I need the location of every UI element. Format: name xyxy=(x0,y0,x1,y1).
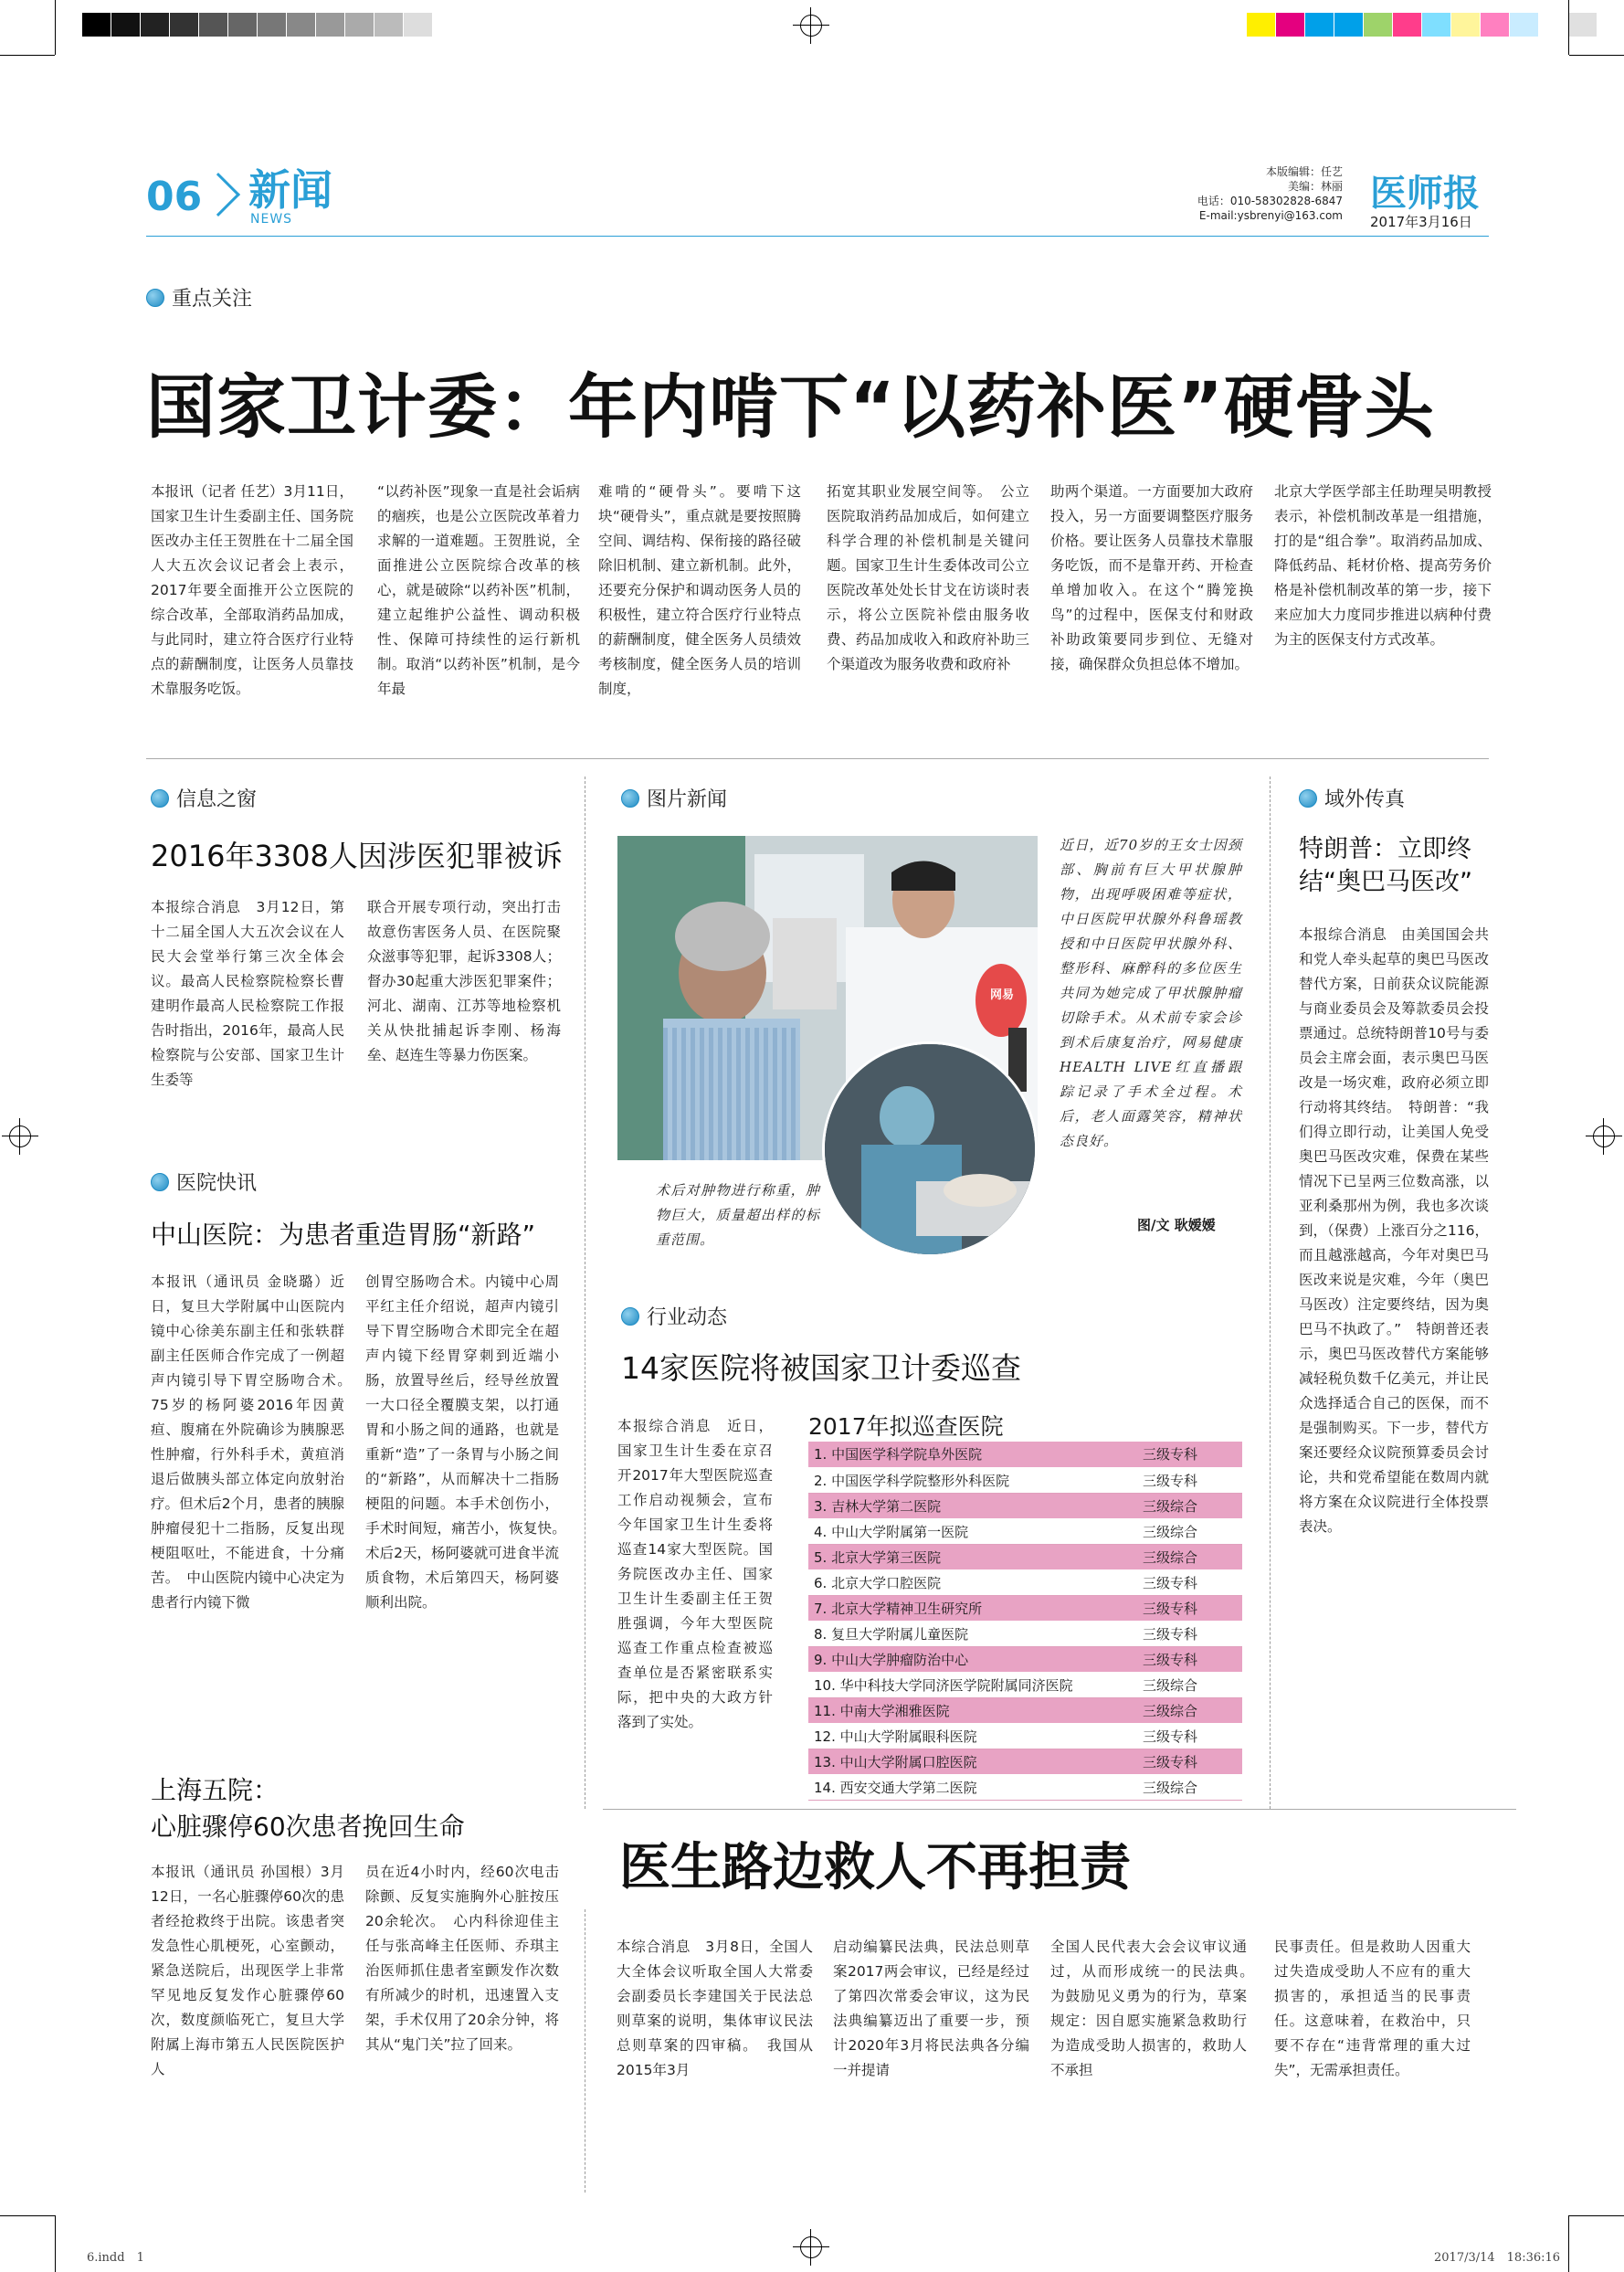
crop-mark xyxy=(55,2215,56,2272)
info-column: 本报综合消息 3月12日，第十二届全国人大五次会议在人民大会堂举行第三次全体会议。最高人民检察院检察长曹建明作最高人民检察院工作报告时指出，2016年，最高人民检察院与公安部、国家卫生计生委等 xyxy=(151,899,344,1088)
hospital-name: 12. 中山大学附属眼科医院 xyxy=(808,1723,1137,1749)
editor-info xyxy=(1160,164,1343,223)
hospital-name: 3. 吉林大学第二医院 xyxy=(808,1493,1137,1518)
hospital-headline: 中山医院：为患者重造胃肠“新路” xyxy=(151,1220,536,1250)
shanghai-column: 本报讯（通讯员 孙国根）3月12日，一名心脏骤停60次的患者经抢救终于出院。该患者突发急性心肌梗死，心室颤动，紧急送院后，出现医学上非常罕见地反复发作心脏骤停60次，数度颜临死亡，复旦大学附属上海市第五人民医院医护人 xyxy=(151,1864,344,2077)
hospital-name: 8. 复旦大学附属儿童医院 xyxy=(808,1621,1137,1646)
photo-caption-left: 术后对肿物进行称重，肿物巨大，质量超出样的标重范围。 xyxy=(656,1182,820,1248)
table-row xyxy=(808,1518,1242,1544)
section-subtitle: NEWS xyxy=(250,212,293,227)
section-label: 域外传真 xyxy=(1299,784,1405,812)
registration-mark-icon xyxy=(1586,1118,1622,1155)
hospital-level: 三级综合 xyxy=(1137,1544,1242,1569)
info-headline: 2016年3308人因涉医犯罪被诉 xyxy=(151,839,563,873)
designer: 美编：林丽 xyxy=(1287,180,1343,193)
email: E-mail:ysbrenyi@163.com xyxy=(1198,209,1343,222)
hospital-name: 14. 西安交通大学第二医院 xyxy=(808,1774,1137,1800)
lead-column: 北京大学医学部主任助理吴明教授表示，补偿机制改革是一组措施，打的是“组合拳”。取消药品加成、降低药品、耗材价格、提高劳务价格是补偿机制改革的第一步，接下来应加大力度同步推进以病种付费为主的医保支付方式改革。 xyxy=(1274,483,1492,648)
bullet-icon xyxy=(151,789,169,808)
foreign-headline: 特朗普：立即终结“奥巴马医改” xyxy=(1299,835,1472,896)
foreign-body: 本报综合消息 由美国国会共和党人牵头起草的奥巴马医改替代方案，日前获众议院能源与商业委员会及筹款委员会投票通过。总统特朗普10号与委员会主席会面，表示奥巴马医改是一场灾难，政府必须立即行动将其终结。 特朗普：“我们得立即行动，让美国人免受奥巴马医改灾难，保费在某些情况下已呈两三位数高涨，以亚利桑那州为例，我也多次谈到，（保费）上涨百分之116，而且越涨越高，今年对奥巴马医改来说是灾难，今年（奥巴马医改）注定要终结，因为奥巴马不执政了。” 特朗普还表示，奥巴马医改替代方案能够减轻税负数千亿美元，并让民众选择适合自己的医保，而不是强制购买。下一步，替代方案还要经众议院预算委员会讨论，共和党希望能在数周内就将方案在众议院进行全体投票表决。 xyxy=(1299,926,1489,1535)
hospital-name: 4. 中山大学附属第一医院 xyxy=(808,1518,1137,1544)
rescue-column: 本综合消息 3月8日，全国人大全体会议听取全国人大常委会副委员长李建国关于民法总则草案的说明，集体审议民法总则草案的四审稿。 我国从2015年3月 xyxy=(617,1939,813,2078)
photo-caption-right: 近日，近70岁的王女士因颈部、胸前有巨大甲状腺肿物，出现呼吸困难等症状，中日医院甲状腺外科鲁瑶教授和中日医院甲状腺外科、整形科、麻醉科的多位医生共同为她完成了甲状腺肿瘤切除手术。从术前专家会诊到术后康复治疗，网易健康HEALTH LIVE红直播跟踪记录了手术全过程。术后，老人面露笑容，精神状态良好。 xyxy=(1060,837,1242,1149)
industry-column: 本报综合消息 近日，国家卫生计生委在京召开2017年大型医院巡查工作启动视频会，宣布今年国家卫生计生委将巡查14家大型医院。国务院医改办主任、国家卫生计生委副主任王贺胜强调，今年大型医院巡查工作重点检查被巡查单位是否紧密联系实际，把中央的大政方针落到了实处。 xyxy=(617,1418,773,1730)
divider xyxy=(146,758,1489,759)
footer-stamp: 2017/3/14 18:36:16 xyxy=(1434,2251,1561,2265)
table-row xyxy=(808,1621,1242,1646)
table-row xyxy=(808,1467,1242,1493)
hospital-level: 三级专科 xyxy=(1137,1749,1242,1774)
section-label: 信息之窗 xyxy=(151,784,257,812)
phone: 电话：010-58302828-6847 xyxy=(1197,195,1343,207)
hospital-level: 三级专科 xyxy=(1137,1723,1242,1749)
photo-credit: 图/文 耿嫒嫒 xyxy=(1137,1217,1216,1233)
grayscale-bar xyxy=(82,13,433,37)
hospital-table xyxy=(808,1442,1242,1801)
bullet-icon xyxy=(146,289,164,307)
lead-column: 难啃的“硬骨头”。要啃下这块“硬骨头”，重点就是要按照腾空间、调结构、保衔接的路径破除旧机制、建立新机制。此外，还要充分保护和调动医务人员的积极性，建立符合医疗行业特点的薪酬制度，健全医务人员绩效考核制度，健全医务人员的培训制度， xyxy=(598,483,801,697)
hospital-name: 5. 北京大学第三医院 xyxy=(808,1544,1137,1569)
table-row xyxy=(808,1774,1242,1800)
crop-mark xyxy=(55,0,56,55)
hospital-level: 三级综合 xyxy=(1137,1697,1242,1723)
hospital-level: 三级专科 xyxy=(1137,1442,1242,1467)
table-row xyxy=(808,1442,1242,1467)
hospital-name: 1. 中国医学科学院阜外医院 xyxy=(808,1442,1137,1467)
crop-mark xyxy=(1569,55,1624,56)
crop-mark xyxy=(1568,2215,1569,2272)
hospital-level: 三级综合 xyxy=(1137,1518,1242,1544)
hospital-level: 三级专科 xyxy=(1137,1646,1242,1672)
hospital-table-title: 2017年拟巡查医院 xyxy=(808,1413,1004,1440)
hospital-name: 9. 中山大学肿瘤防治中心 xyxy=(808,1646,1137,1672)
bullet-icon xyxy=(1299,789,1317,808)
editor: 本版编辑：任艺 xyxy=(1265,165,1343,178)
header-rule xyxy=(146,236,1489,237)
table-row xyxy=(808,1672,1242,1697)
news-photo-inset xyxy=(822,1041,1038,1257)
lead-column: 本报讯（记者 任艺）3月11日，国家卫生计生委副主任、国务院医改办主任王贺胜在十二届全国人大五次会议记者会上表示，2017年要全面推开公立医院的综合改革，全部取消药品加成，与此同时，建立符合医疗行业特点的薪酬制度，让医务人员靠技术靠服务吃饭。 xyxy=(151,483,353,697)
registration-mark-icon xyxy=(2,1118,38,1155)
footer-file: 6.indd 1 xyxy=(87,2251,144,2265)
table-row xyxy=(808,1697,1242,1723)
info-column: 联合开展专项行动，突出打击故意伤害医务人员、在医院聚众滋事等犯罪，起诉3308人；督办30起重大涉医犯罪案件；河北、湖南、江苏等地检察机关从快批捕起诉李刚、杨海垒、赵连生等暴力伤医案。 xyxy=(367,899,561,1063)
hospital-level: 三级专科 xyxy=(1137,1621,1242,1646)
hospital-level: 三级综合 xyxy=(1137,1672,1242,1697)
section-label: 行业动态 xyxy=(621,1302,727,1330)
chevron-right-icon xyxy=(196,173,240,217)
shanghai-headline-line: 心脏骤停60次患者挽回生命 xyxy=(151,1812,465,1842)
shanghai-headline xyxy=(151,1772,465,1845)
shanghai-column: 员在近4小时内，经60次电击除颤、反复实施胸外心脏按压20余轮次。 心内科徐迎佳主任与张高峰主任医师、乔琪主治医师抓住患者室颤发作次数有所减少的时机，迅速置入支架，手术仅用了20余分钟，将其从“鬼门关”拉了回来。 xyxy=(365,1864,559,2053)
hospital-level: 三级专科 xyxy=(1137,1595,1242,1621)
crop-mark xyxy=(0,2215,55,2216)
table-row xyxy=(808,1493,1242,1518)
section-label: 图片新闻 xyxy=(621,784,727,812)
registration-mark-icon xyxy=(793,7,829,44)
hospital-name: 2. 中国医学科学院整形外科医院 xyxy=(808,1467,1137,1493)
lead-column: “以药补医”现象一直是社会诟病的痼疾，也是公立医院改革着力求解的一道难题。王贺胜说，全面推进公立医院综合改革的核心，就是破除“以药补医”机制，建立起维护公益性、调动积极性、保障可持续性的运行新机制。取消“以药补医”机制，是今年最 xyxy=(377,483,580,697)
lead-column: 助两个渠道。一方面要加大政府投入，另一方面要调整医疗服务价格。要让医务人员靠技术靠服务吃饭，而不是靠开药、开检查单增加收入。在这个“腾笼换鸟”的过程中，医保支付和财政补助政策要同步到位、无缝对接，确保群众负担总体不增加。 xyxy=(1050,483,1253,672)
bullet-icon xyxy=(621,1307,639,1326)
lead-headline: 国家卫计委：年内啃下“以药补医”硬骨头 xyxy=(146,366,1435,448)
rescue-column: 全国人民代表大会会议审议通过，从而形成统一的民法典。 为鼓励见义勇为的行为，草案规定：因自愿实施紧急救助行为造成受助人损害的，救助人不承担 xyxy=(1050,1939,1261,2078)
table-row xyxy=(808,1749,1242,1774)
divider xyxy=(603,1809,1516,1810)
issue-date: 2017年3月16日 xyxy=(1370,214,1472,230)
section-label: 重点关注 xyxy=(146,283,252,312)
bullet-icon xyxy=(151,1173,169,1191)
column-divider xyxy=(1270,777,1271,1809)
hospital-name: 10. 华中科技大学同济医学院附属同济医院 xyxy=(808,1672,1137,1697)
industry-headline: 14家医院将被国家卫计委巡查 xyxy=(621,1350,1021,1386)
section-title: 新闻 xyxy=(248,165,332,215)
table-row xyxy=(808,1544,1242,1569)
media-mic-logo: 网易 xyxy=(989,988,1014,1002)
section-label: 医院快讯 xyxy=(151,1168,257,1196)
bullet-icon xyxy=(621,789,639,808)
page-number: 06 xyxy=(146,174,203,220)
crop-mark xyxy=(1568,0,1569,55)
hospital-column: 创胃空肠吻合术。内镜中心周平红主任介绍说，超声内镜引导下胃空肠吻合术即完全在超声内镜下经胃穿刺到近端小肠，放置导丝后，经导丝放置一大口径全覆膜支架，以打通胃和小肠之间的通路，也就是重新“造”了一条胃与小肠之间的“新路”，从而解决十二指肠梗阻的问题。本手术创伤小，手术时间短，痛苦小，恢复快。 术后2天，杨阿婆就可进食半流质食物，术后第四天，杨阿婆顺利出院。 xyxy=(365,1273,574,1611)
shanghai-headline-line: 上海五院： xyxy=(151,1775,279,1805)
rescue-column: 启动编纂民法典，民法总则草案2017两会审议，已经是经过了第四次常委会审议，这为民法典编纂迈出了重要一步，预计2020年3月将民法典各分编一并提请 xyxy=(833,1939,1029,2078)
table-row xyxy=(808,1723,1242,1749)
hospital-column: 本报讯（通讯员 金晓璐）近日，复旦大学附属中山医院内镜中心徐美东副主任和张轶群副主任医师合作完成了一例超声内镜引导下胃空肠吻合术。 75岁的杨阿婆2016年因黄疸、腹痛在外院确诊为胰腺恶性肿瘤，行外科手术，黄疸消退后做胰头部立体定向放射治疗。但术后2个月，患者的胰腺肿瘤侵犯十二指肠，反复出现梗阻呕吐，不能进食，十分痛苦。 中山医院内镜中心决定为患者行内镜下微 xyxy=(151,1273,359,1611)
table-row xyxy=(808,1646,1242,1672)
lead-column: 拓宽其职业发展空间等。 公立医院取消药品加成后，如何建立科学合理的补偿机制是关键问题。国家卫生计生委体改司公立医院改革处处长甘戈在访谈时表示，将公立医院补偿由服务收费、药品加成收入和政府补助三个渠道改为服务收费和政府补 xyxy=(827,483,1029,672)
hospital-name: 6. 北京大学口腔医院 xyxy=(808,1569,1137,1595)
newspaper-logo: 医师报 xyxy=(1370,172,1480,215)
hospital-name: 11. 中南大学湘雅医院 xyxy=(808,1697,1137,1723)
hospital-level: 三级专科 xyxy=(1137,1569,1242,1595)
hospital-level: 三级综合 xyxy=(1137,1774,1242,1800)
hospital-name: 13. 中山大学附属口腔医院 xyxy=(808,1749,1137,1774)
crop-mark xyxy=(0,55,55,56)
color-bar xyxy=(1247,13,1598,37)
rescue-column: 民事责任。但是救助人因重大过失造成受助人不应有的重大损害的，承担适当的民事责任。这意味着，在救治中，只要不存在“违背常理的重大过失”，无需承担责任。 xyxy=(1274,1939,1471,2078)
hospital-level: 三级综合 xyxy=(1137,1493,1242,1518)
hospital-level: 三级专科 xyxy=(1137,1467,1242,1493)
crop-mark xyxy=(1569,2215,1624,2216)
registration-mark-icon xyxy=(793,2229,829,2266)
hospital-name: 7. 北京大学精神卫生研究所 xyxy=(808,1595,1137,1621)
table-row xyxy=(808,1595,1242,1621)
table-row xyxy=(808,1569,1242,1595)
rescue-headline: 医生路边救人不再担责 xyxy=(619,1838,1131,1897)
